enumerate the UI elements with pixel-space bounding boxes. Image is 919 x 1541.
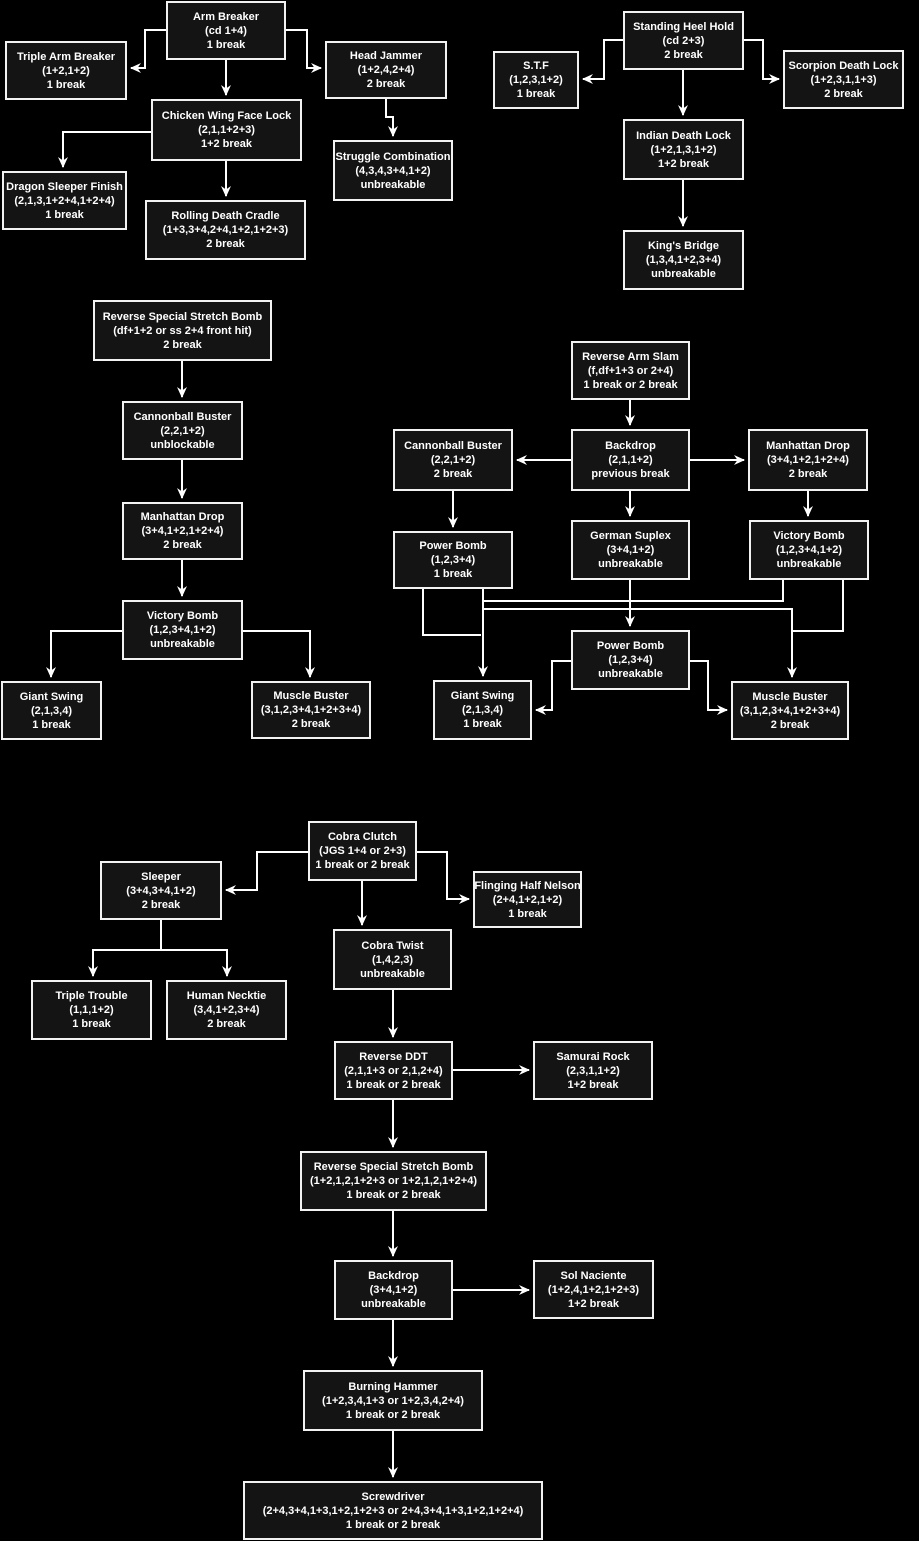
move-name: Reverse Arm Slam [582, 350, 679, 363]
move-name: Backdrop [368, 1270, 419, 1282]
move-name: Rolling Death Cradle [171, 210, 280, 222]
move-input: (1+2,1+2) [42, 64, 90, 77]
edge-victory-bomb-right-to-muscle-buster-right [793, 580, 843, 631]
move-input: (1+2,3,4,1+3 or 1+2,3,4,2+4) [322, 1394, 464, 1407]
move-name: Screwdriver [361, 1490, 425, 1503]
move-input: (1+2,3,1,1+3) [810, 73, 877, 86]
node-human-necktie [166, 980, 287, 1040]
move-input: (3+4,1+2) [606, 544, 655, 556]
move-input: (2,3,1,1+2) [566, 1064, 620, 1077]
move-input: (3+4,1+2,1+2+4) [767, 454, 849, 466]
move-name: Arm Breaker [192, 10, 260, 23]
move-break: 2 break [770, 718, 810, 731]
move-name: Human Necktie [186, 990, 267, 1002]
move-name: King's Bridge [647, 240, 720, 252]
move-input: (2,1,3,4) [31, 704, 72, 717]
move-break: 1 break [516, 88, 556, 100]
node-struggle-combination [333, 140, 453, 201]
edge-victory-bomb-left-to-giant-swing-left [51, 631, 122, 677]
move-break: unbreakable [360, 967, 425, 980]
move-name: Muscle Buster [273, 690, 349, 702]
node-power-bomb-1 [393, 531, 513, 589]
node-reverse-arm-slam [571, 341, 690, 400]
node-cannonball-buster-left [122, 401, 243, 460]
move-name: Power Bomb [596, 640, 665, 652]
move-name: Victory Bomb [146, 610, 219, 622]
node-dragon-sleeper-finish [2, 171, 127, 230]
move-name: Triple Trouble [55, 990, 128, 1002]
move-name: Victory Bomb [773, 530, 845, 542]
edge-power-bomb-2-to-giant-swing-right [536, 661, 571, 710]
move-break: 1 break or 2 break [583, 378, 678, 391]
move-input: (1,4,2,3) [372, 953, 413, 966]
move-break: 2 break [433, 468, 473, 480]
move-input: (3+4,1+2,1+2+4) [141, 525, 224, 537]
edge-victory-bomb-right-to-giant-swing-right [484, 580, 783, 601]
move-input: (3+4,1+2) [369, 1284, 418, 1296]
node-backdrop-mid [571, 429, 690, 491]
move-input: (2,2,1+2) [160, 424, 205, 437]
move-input: (cd 2+3) [662, 34, 705, 47]
move-break: 1 break [508, 907, 547, 920]
move-break: 2 break [788, 468, 828, 480]
move-input: (f,df+1+3 or 2+4) [587, 364, 674, 377]
node-kings-bridge [623, 230, 744, 290]
move-input: (1,3,4,1+2,3+4) [645, 254, 722, 266]
node-backdrop-bottom [334, 1260, 453, 1320]
node-arm-breaker [166, 1, 286, 60]
node-reverse-special-stretch-bomb-1 [93, 300, 272, 361]
move-input: (2,1,1+3 or 2,1,2+4) [344, 1064, 443, 1077]
node-cobra-twist [333, 929, 452, 990]
move-name: Manhattan Drop [140, 511, 225, 523]
move-name: S.T.F [523, 60, 549, 72]
move-name: Reverse Special Stretch Bomb [313, 1161, 474, 1173]
move-break: 1 break or 2 break [315, 859, 410, 871]
node-muscle-buster-right [731, 681, 849, 740]
edge-arm-breaker-to-triple-arm-breaker [131, 30, 166, 68]
move-name: Scorpion Death Lock [788, 59, 899, 72]
edge-cobra-clutch-to-sleeper [226, 852, 308, 890]
move-name: Giant Swing [450, 690, 515, 702]
node-flinging-half-nelson [473, 871, 582, 928]
move-break: 2 break [163, 539, 202, 551]
node-sol-naciente [533, 1260, 654, 1319]
move-input: (2,1,3,1+2+4,1+2+4) [14, 194, 115, 207]
move-name: Struggle Combination [335, 150, 451, 163]
move-name: Triple Arm Breaker [16, 50, 116, 63]
move-input: (2,1,1+2) [608, 454, 653, 466]
node-scorpion-death-lock [783, 50, 904, 109]
move-input: (1+2,4,2+4) [357, 64, 415, 76]
move-break: previous break [591, 468, 670, 480]
edge-standing-heel-hold-to-scorpion-death-lock [744, 40, 779, 79]
move-name: Flinging Half Nelson [474, 879, 581, 892]
move-input: (1+3,3+4,2+4,1+2,1+2+3) [162, 224, 289, 236]
move-break: unblockable [150, 438, 215, 451]
node-giant-swing-right [433, 680, 532, 740]
edge-power-bomb-2-to-muscle-buster-right [690, 661, 727, 710]
move-break: 1+2 break [200, 138, 253, 150]
node-rolling-death-cradle [145, 200, 306, 260]
move-name: Cannonball Buster [133, 410, 232, 423]
move-input: (1,2,3+4,1+2) [775, 544, 843, 556]
move-break: 1 break [45, 208, 84, 221]
move-input: (2,1,1+2+3) [198, 124, 255, 136]
edge-head-jammer-to-struggle-combination [386, 99, 393, 136]
move-break: 1 break or 2 break [345, 1518, 441, 1531]
move-break: unbreakable [360, 178, 426, 191]
move-name: Backdrop [605, 440, 656, 452]
move-break: unbreakable [598, 558, 663, 570]
node-burning-hammer [303, 1370, 483, 1431]
move-break: unbreakable [776, 558, 842, 570]
move-break: 1 break or 2 break [346, 1078, 441, 1091]
move-break: 2 break [163, 338, 202, 351]
move-input: (df+1+2 or ss 2+4 front hit) [113, 324, 252, 337]
node-cobra-clutch [308, 821, 417, 881]
move-input: (1+2,4,1+2,1+2+3) [547, 1283, 640, 1296]
edge-standing-heel-hold-to-stf [583, 40, 623, 79]
node-muscle-buster-left [251, 681, 371, 739]
node-screwdriver [243, 1481, 543, 1540]
move-break: 2 break [206, 238, 245, 250]
edge-cobra-clutch-to-flinging-half-nelson [417, 852, 469, 899]
node-indian-death-lock [623, 119, 744, 180]
node-reverse-ddt [334, 1041, 453, 1100]
move-name: Cannonball Buster [404, 440, 502, 452]
move-input: (3,1,2,3+4,1+2+3+4) [739, 704, 841, 717]
move-name: Muscle Buster [752, 690, 828, 703]
move-name: Head Jammer [349, 50, 423, 62]
move-input: (2+4,1+2,1+2) [492, 893, 563, 906]
move-name: Samurai Rock [556, 1050, 630, 1063]
edge-sleeper-to-human-necktie [161, 950, 227, 976]
move-break: 2 break [207, 1018, 246, 1030]
move-input: (1,2,3,1+2) [509, 74, 563, 86]
move-break: unbreakable [598, 668, 663, 680]
node-samurai-rock [533, 1041, 653, 1100]
move-input: (1+2,1,2,1+2+3 or 1+2,1,2,1+2+4) [310, 1175, 477, 1187]
move-break: 1+2 break [567, 1297, 620, 1310]
node-power-bomb-2 [571, 630, 690, 690]
move-break: 1 break or 2 break [346, 1189, 441, 1201]
move-break: 1 break [433, 568, 473, 580]
node-reverse-special-stretch-bomb-2 [300, 1151, 487, 1211]
move-break: 1+2 break [567, 1078, 619, 1091]
node-cannonball-buster-right [393, 429, 513, 491]
node-stf [493, 51, 579, 109]
move-name: Cobra Clutch [327, 831, 398, 843]
node-chicken-wing-face-lock [151, 99, 302, 161]
move-input: (2+4,3+4,1+3,1+2,1+2+3 or 2+4,3+4,1+3,1+2,1+2+4) [262, 1504, 524, 1517]
edge-chicken-wing-face-lock-to-dragon-sleeper-finish [63, 132, 151, 167]
move-break: 1 break [32, 718, 71, 731]
move-input: (1+2,1,3,1+2) [650, 143, 717, 156]
move-input: (1,2,3+4,1+2) [149, 624, 216, 636]
move-break: unbreakable [361, 1298, 426, 1310]
edge-power-bomb-1-to-giant-swing-right [423, 589, 481, 635]
move-name: Cobra Twist [361, 939, 424, 952]
node-manhattan-drop-left [122, 502, 243, 560]
move-break: unbreakable [651, 268, 716, 280]
move-input: (3,4,1+2,3+4) [193, 1004, 260, 1016]
node-manhattan-drop-right [748, 429, 868, 491]
move-break: 1 break [46, 78, 86, 91]
move-break: 1 break [72, 1018, 111, 1030]
move-name: Standing Heel Hold [633, 20, 734, 33]
edge-sleeper-to-triple-trouble [93, 920, 161, 976]
move-name: Power Bomb [419, 540, 487, 552]
move-break: 2 break [141, 898, 181, 911]
move-break: 1 break [206, 38, 246, 51]
node-standing-heel-hold [623, 11, 744, 70]
move-input: (3,1,2,3+4,1+2+3+4) [260, 704, 362, 716]
node-head-jammer [325, 41, 447, 99]
move-name: Sleeper [141, 870, 181, 883]
move-name: Burning Hammer [348, 1380, 438, 1393]
move-input: (1,2,3+4) [430, 554, 476, 566]
move-input: (3+4,3+4,1+2) [126, 884, 196, 897]
move-input: (JGS 1+4 or 2+3) [319, 845, 406, 857]
move-name: Sol Naciente [560, 1269, 627, 1282]
move-input: (2,1,3,4) [462, 704, 503, 716]
node-triple-arm-breaker [5, 41, 127, 100]
node-triple-trouble [31, 980, 152, 1040]
move-name: Reverse Special Stretch Bomb [102, 310, 263, 323]
node-german-suplex [571, 520, 690, 580]
move-break: 1 break or 2 break [345, 1408, 441, 1421]
move-name: Dragon Sleeper Finish [6, 180, 123, 193]
move-input: (2,2,1+2) [430, 454, 476, 466]
move-input: (1,1,1+2) [69, 1004, 114, 1016]
move-name: German Suplex [590, 530, 671, 542]
move-name: Indian Death Lock [636, 129, 731, 142]
move-input: (4,3,4,3+4,1+2) [355, 164, 431, 177]
move-name: Chicken Wing Face Lock [161, 110, 292, 122]
node-victory-bomb-right [749, 520, 869, 580]
move-input: (cd 1+4) [205, 24, 247, 37]
node-sleeper [100, 861, 222, 920]
move-break: 2 break [664, 48, 703, 61]
move-input: (1,2,3+4) [608, 654, 653, 666]
move-break: 2 break [366, 78, 406, 90]
move-break: 1 break [463, 718, 502, 730]
move-break: 1+2 break [657, 157, 710, 170]
node-giant-swing-left [1, 681, 102, 740]
move-break: 2 break [291, 718, 331, 730]
move-break: unbreakable [150, 638, 215, 650]
move-name: Manhattan Drop [766, 440, 850, 452]
move-name: Reverse DDT [359, 1050, 428, 1063]
move-name: Giant Swing [19, 690, 84, 703]
edge-victory-bomb-left-to-muscle-buster-left [243, 631, 310, 677]
move-break: 2 break [824, 87, 863, 100]
node-victory-bomb-left [122, 600, 243, 660]
edge-arm-breaker-to-head-jammer [286, 30, 321, 68]
